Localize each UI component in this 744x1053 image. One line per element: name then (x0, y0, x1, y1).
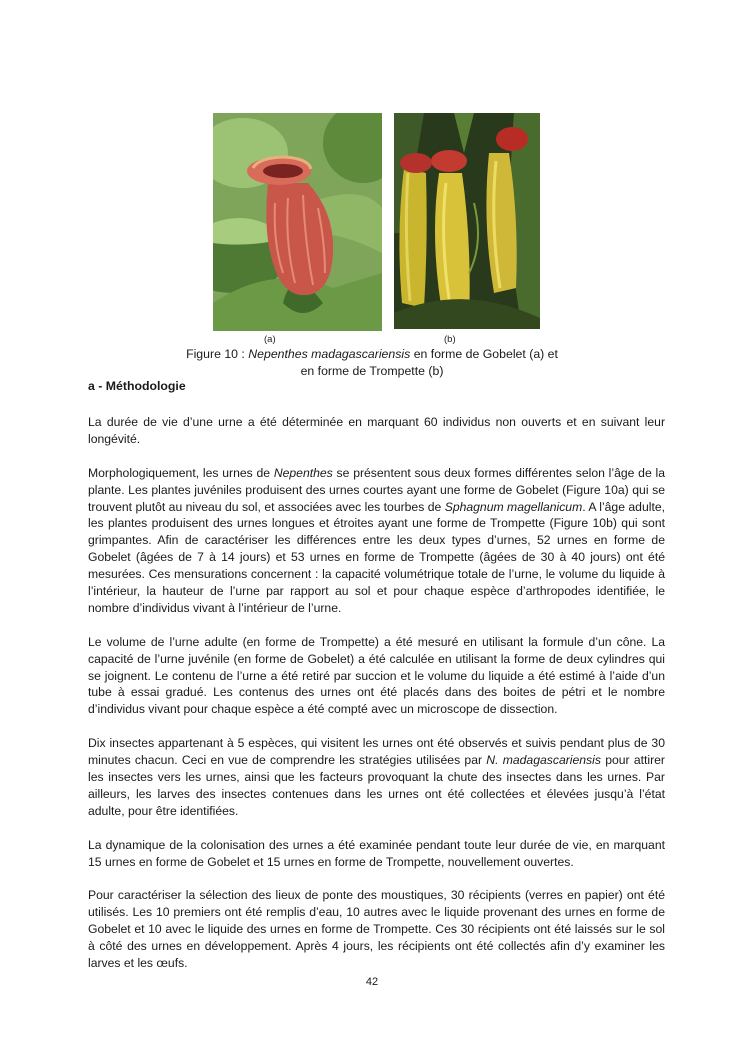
section-heading: a - Méthodologie (88, 379, 186, 393)
paragraph-4 (88, 735, 665, 820)
caption-prefix: Figure 10 : (186, 347, 249, 361)
caption-line1-rest: en forme de Gobelet (a) et (410, 347, 558, 361)
paragraph-1: La durée de vie d’une urne a été déterminée en marquant 60 individus non ouverts et en suivant leur longévité. (88, 415, 665, 446)
p2-italic-genus: Nepenthes (273, 465, 333, 480)
p4-italic-species: N. madagascariensis (486, 753, 601, 768)
figure-label-b: (b) (444, 334, 456, 345)
p2-text-2: se présentent sous deux formes différentes selon l’âge de la plante. Les plantes juvéniles produisent des urnes courtes ayant une forme de Gobelet (Figure 10a) qui se trouvent plutôt au niveau du sol, et associées avec les tourbes de (88, 465, 665, 514)
p2-text-1: Morphologiquement, les urnes de (88, 465, 274, 480)
paragraph-5: La dynamique de la colonisation des urnes a été examinée pendant toute leur durée de vie, en marquant 15 urnes en forme de Gobelet et 15 urnes en forme de Trompette, nouvellement ouvertes. (88, 837, 665, 869)
caption-species: Nepenthes madagascariensis (248, 347, 411, 361)
photo-trompette-pitchers (394, 113, 540, 329)
p2-italic-sphagnum: Sphagnum magellanicum (444, 499, 583, 514)
page-number: 42 (365, 976, 379, 988)
figure-label-a: (a) (264, 334, 276, 345)
paragraph-2 (88, 465, 665, 617)
body-text (88, 414, 665, 989)
figure-caption (160, 346, 584, 380)
paragraph-6: Pour caractériser la sélection des lieux de ponte des moustiques, 30 récipients (verres en papier) ont été utilisés. Les 10 premiers ont été remplis d’eau, 10 autres avec le liquide provenant des urnes en forme de Gobelet et 10 avec le liquide des urnes en forme de Trompette. Ces 30 récipients ont été laissés sur le sol à côté des urnes en développement. Après 4 jours, les récipients ont été collectés afin d’y examiner les larves et les œufs. (88, 888, 665, 970)
p2-text-3: . A l’âge adulte, les plantes produisent des urnes longues et étroites ayant une forme de Trompette (Figure 10b) qui sont grimpantes. Afin de caractériser les différences entre les deux types d’urnes, 52 urnes en forme de Gobelet (âgées de 7 à 14 jours) et 53 urnes en forme de Trompette (âgées de 30 à 40 jours) ont été mesurées. Ces mensurations concernent : la capacité volumétrique totale de l’urne, le volume du liquide à l’intérieur, la hauteur de l’urne par rapport au sol et pour chaque espèce d’arthropodes identifiée, le nombre d’individus vivant à l’intérieur de l’urne. (88, 499, 665, 615)
caption-line2: en forme de Trompette (b) (300, 364, 444, 378)
paragraph-3: Le volume de l’urne adulte (en forme de Trompette) a été mesuré en utilisant la formule d’un cône. La capacité de l’urne juvénile (en forme de Gobelet) a été calculée en utilisant la forme de deux cylindres qui se joignent. Le contenu de l’urne a été retiré par succion et le volume du liquide a été estimé à l’aide d’un tube à essai gradué. Les contenus des urnes ont été placés dans des boites de pétri et le nombre d’individus vivant pour chaque espèce a été compté avec un microscope de dissection. (88, 634, 665, 717)
p4-text-2: pour attirer les insectes vers les urnes, ainsi que les facteurs provoquant la chute des insectes dans les urnes. Par ailleurs, les larves des insectes contenues dans les urnes ont été collectées et élevées jusqu’à l’état adulte, pour être identifiées. (88, 753, 665, 818)
photo-gobelet-pitcher (213, 113, 382, 331)
p4-text-1: Dix insectes appartenant à 5 espèces, qui visitent les urnes ont été observés et suivis pendant plus de 30 minutes chacun. Ceci en vue de comprendre les stratégies utilisées par (88, 736, 665, 768)
